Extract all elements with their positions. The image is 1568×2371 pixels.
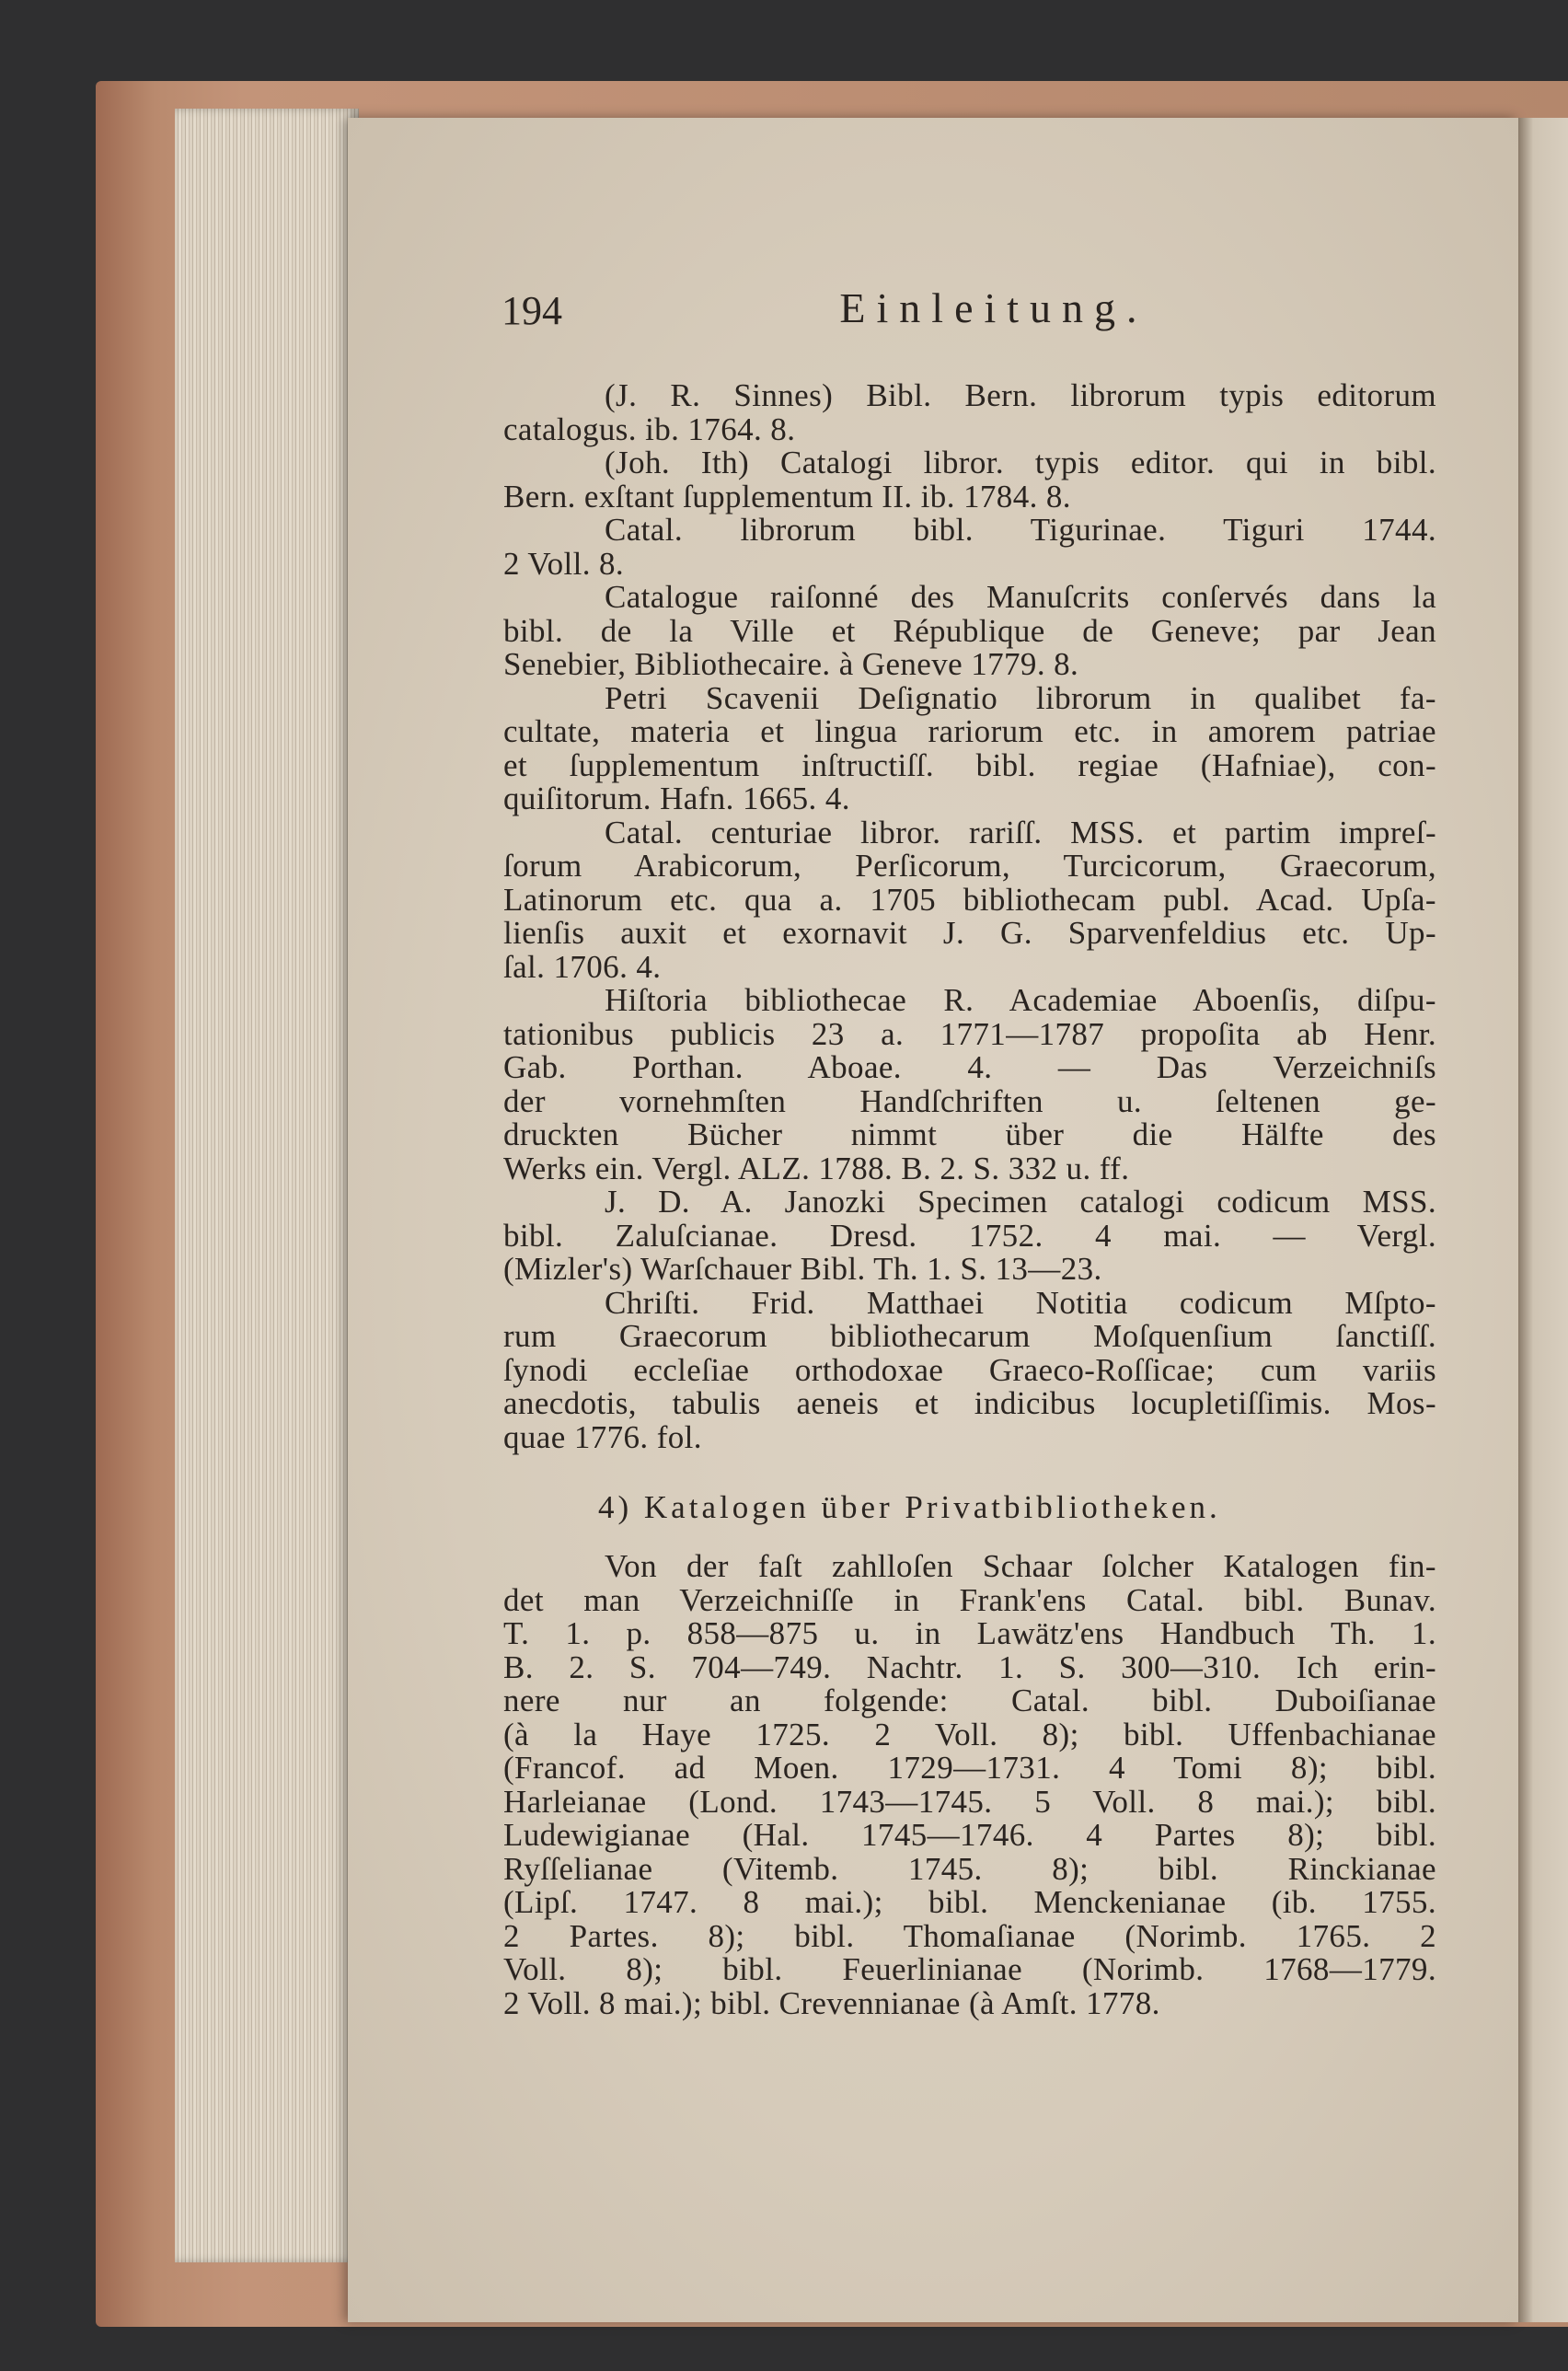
text-line: lienſis auxit et exornavit J. G. Sparvenfeldius etc. Up- <box>503 915 1436 951</box>
text-line: Petri Scavenii Deſignatio librorum in qualibet fa- <box>605 679 1436 716</box>
text-line: 2 Voll. 8. <box>503 545 625 582</box>
page-edges <box>175 109 359 2262</box>
text-line: (Joh. Ith) Catalogi libror. typis editor. qui in bibl. <box>605 445 1436 480</box>
text-line: Catalogue raiſonné des Manuſcrits conſervés dans la <box>605 579 1436 615</box>
text-line: cultate, materia et lingua rariorum etc. in amorem patriae <box>503 713 1436 749</box>
text-line: der vornehmſten Handſchriften u. ſeltenen ge- <box>503 1082 1436 1119</box>
text-line: 2 Voll. 8 mai.); bibl. Crevennianae (à Amſt. 1778. <box>503 1984 1160 2021</box>
text-line: Von der faſt zahlloſen Schaar ſolcher Katalogen fin- <box>605 1548 1436 1584</box>
text-line: T. 1. p. 858—875 u. in Lawätz'ens Handbuch Th. 1. <box>503 1615 1436 1651</box>
text-line: Latinorum etc. qua a. 1705 bibliothecam publ. Acad. Upſa- <box>503 881 1436 918</box>
text-line: ſynodi eccleſiae orthodoxae Graeco-Roſſicae; cum variis <box>503 1351 1436 1388</box>
text-line: bibl. Zaluſcianae. Dresd. 1752. 4 mai. — Vergl. <box>503 1217 1436 1254</box>
text-line: Catal. centuriae libror. rariſſ. MSS. et partim impreſ- <box>605 814 1436 850</box>
text-line: B. 2. S. 704—749. Nachtr. 1. S. 300—310. Ich erin- <box>503 1648 1436 1685</box>
text-line: Catal. librorum bibl. Tigurinae. Tiguri 1744. <box>605 512 1436 548</box>
text-line: ſal. 1706. 4. <box>503 948 662 985</box>
text-line: Ludewigianae (Hal. 1745—1746. 4 Partes 8); bibl. <box>503 1817 1436 1853</box>
text-line: Harleianae (Lond. 1743—1745. 5 Voll. 8 mai.); bibl. <box>503 1783 1436 1820</box>
text-line: Voll. 8); bibl. Feuerlinianae (Norimb. 1768—1779. <box>503 1951 1436 1987</box>
text-line: nere nur an folgende: Catal. bibl. Duboiſianae <box>503 1683 1436 1718</box>
text-line: bibl. de la Ville et République de Geneve; par Jean <box>503 612 1436 649</box>
text-line: rum Graecorum bibliothecarum Moſquenſium ſanctiſſ. <box>503 1318 1436 1354</box>
text-line: Werks ein. Vergl. ALZ. 1788. B. 2. S. 332 u. ff. <box>503 1150 1130 1186</box>
text-line: tationibus publicis 23 a. 1771—1787 propoſita ab Henr. <box>503 1015 1436 1052</box>
text-line: anecdotis, tabulis aeneis et indicibus locupletiſſimis. Mos- <box>503 1385 1436 1421</box>
text-line: Gab. Porthan. Aboae. 4. — Das Verzeichniſs <box>503 1049 1436 1085</box>
text-line: et ſupplementum inſtructiſſ. bibl. regiae (Hafniae), con- <box>503 746 1436 783</box>
text-line: Ryſſelianae (Vitemb. 1745. 8); bibl. Rinckianae <box>503 1850 1436 1887</box>
running-head: Einleitung. <box>839 284 1148 331</box>
text-line: Bern. exſtant ſupplementum II. ib. 1784. 8. <box>503 478 1071 515</box>
section-heading: 4) Katalogen über Privatbibliotheken. <box>598 1489 1221 1525</box>
text-block-libraries <box>503 379 1436 1454</box>
text-line: Chriſti. Frid. Matthaei Notitia codicum Mſpto- <box>605 1284 1436 1321</box>
text-line: (J. R. Sinnes) Bibl. Bern. librorum typis editorum <box>605 377 1436 413</box>
text-line: quiſitorum. Hafn. 1665. 4. <box>503 781 850 816</box>
text-line: Senebier, Bibliothecaire. à Geneve 1779. 8. <box>503 646 1079 682</box>
text-line: druckten Bücher nimmt über die Hälfte des <box>503 1116 1436 1152</box>
text-line: det man Verzeichniſſe in Frank'ens Catal. bibl. Bunav. <box>503 1581 1436 1618</box>
text-line: 2 Partes. 8); bibl. Thomaſianae (Norimb. 1765. 2 <box>503 1917 1436 1954</box>
text-line: catalogus. ib. 1764. 8. <box>503 411 796 447</box>
text-line: (Lipſ. 1747. 8 mai.); bibl. Menckenianae (ib. 1755. <box>503 1884 1436 1920</box>
page-number: 194 <box>502 288 562 333</box>
text-line: ſorum Arabicorum, Perſicorum, Turcicorum, Graecorum, <box>503 848 1436 884</box>
text-line: Hiſtoria bibliothecae R. Academiae Aboenſis, diſpu- <box>605 982 1436 1018</box>
text-line: (Francof. ad Moen. 1729—1731. 4 Tomi 8); bibl. <box>503 1750 1436 1786</box>
text-line: quae 1776. fol. <box>503 1418 702 1455</box>
next-page-edge <box>1518 118 1568 2322</box>
text-line: (à la Haye 1725. 2 Voll. 8); bibl. Uffenbachianae <box>503 1716 1436 1752</box>
text-line: J. D. A. Janozki Specimen catalogi codicum MSS. <box>605 1184 1436 1220</box>
text-line: (Mizler's) Warſchauer Bibl. Th. 1. S. 13—23. <box>503 1251 1102 1287</box>
text-block-private-libraries <box>503 1550 1436 2020</box>
